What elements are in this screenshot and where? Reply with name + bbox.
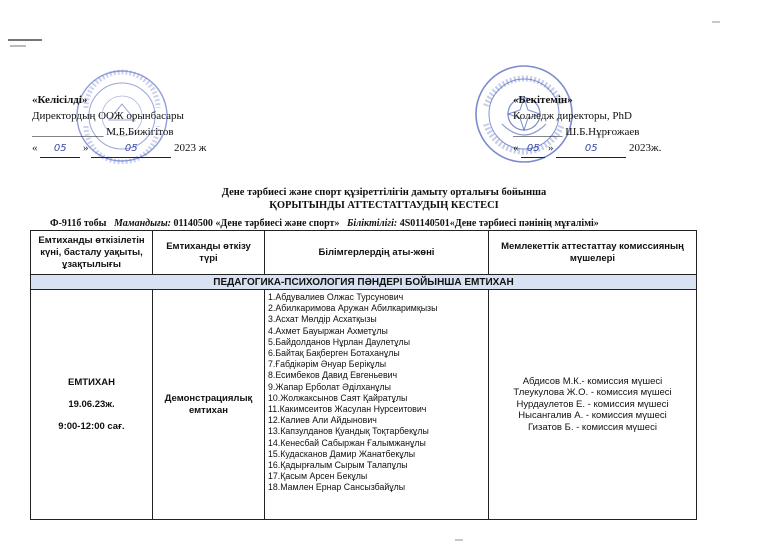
table-row [31, 290, 697, 520]
heading-line-1: Дене тәрбиесі және спорт құзіреттілігін дамыту орталығы бойынша [221, 187, 547, 198]
specialty-value: 01140500 «Дене тәрбиесі және спорт» [173, 218, 340, 229]
list-item: 5.Байдолданов Нұрлан Даулетұлы [268, 336, 411, 347]
students-cell [265, 290, 489, 520]
confirmed-date: « 05 » 05 2023ж. [513, 140, 661, 158]
list-item: 7.Ғабдікәрім Әнуар Берікұлы [268, 359, 387, 370]
heading-line-2: ҚОРЫТЫНДЫ АТТЕСТАТТАУДЫҢ КЕСТЕСІ [269, 200, 499, 211]
exam-type-cell: Демонстрациялық емтихан [153, 290, 265, 520]
qualification-value: 4S01140501«Дене тәрбиесі пәнінің мұғалімі» [399, 218, 599, 229]
confirmed-title: «Бекітемін» [513, 94, 573, 106]
exam-time: 9:00-12:00 сағ. [58, 420, 125, 432]
approved-signature-line: _____________ М.Б.Бижігітов [32, 126, 174, 138]
commission-member: Тлеукулова Ж.О. - комиссия мүшесі [513, 387, 672, 399]
list-item: 2.Абилкаримова Аружан Абилкаримқызы [268, 303, 438, 314]
approval-block-right [513, 92, 661, 158]
list-item: 9.Жапар Ерболат Әділханұлы [268, 381, 391, 392]
list-item: 6.Байтақ Бақберген Ботаханұлы [268, 348, 400, 359]
approved-month: 05 [91, 141, 171, 158]
group-info-line [50, 218, 599, 229]
list-item: 18.Мамлен Ернар Сансызбайұлы [268, 482, 406, 493]
header-students: Білімгерлердің аты-жөні [265, 231, 489, 275]
commission-member: Нысангалив А. - комиссия мүшесі [518, 410, 667, 422]
list-item: 15.Кудасканов Дамир Жанатбекұлы [268, 448, 416, 459]
list-item: 4.Ахмет Бауыржан Ахметұлы [268, 325, 388, 336]
commission-member: Гизатов Б. - комиссия мүшесі [528, 421, 657, 433]
list-item: 12.Калиев Али Айдынович [268, 415, 377, 426]
section-row [31, 275, 697, 290]
approved-position: Директордың ООЖ орынбасары [32, 110, 184, 122]
approved-date: « 05 » 05 2023 ж [32, 140, 206, 158]
schedule-table [30, 230, 697, 520]
confirmed-month: 05 [556, 141, 626, 158]
list-item: 17.Қасым Арсен Бекұлы [268, 471, 368, 482]
document-heading [0, 186, 768, 212]
list-item: 1.Абдувалиев Олжас Турсунович [268, 292, 404, 302]
header-exam-type: Емтиханды өткізу түрі [153, 231, 265, 275]
group-name: Ф-911б тобы [50, 218, 107, 229]
approved-year: 2023 ж [174, 142, 207, 154]
approval-block-left [32, 92, 206, 158]
exam-date: 19.06.23ж. [68, 398, 115, 410]
approved-title: «Келісілді» [32, 94, 88, 106]
specialty-label: Мамандығы: [113, 218, 171, 229]
approved-day: 05 [40, 141, 80, 158]
header-commission: Мемлекеттік аттестаттау комиссияның мүшелері [489, 231, 697, 275]
header-exam-date: Емтиханды өткізілетін күні, басталу уақыты, ұзақтылығы [31, 231, 153, 275]
confirmed-year: 2023ж. [629, 142, 662, 154]
exam-title: ЕМТИХАН [68, 376, 115, 388]
commission-member: Абдисов М.К.- комиссия мүшесі [522, 375, 663, 387]
table-header-row [31, 231, 697, 275]
section-title: ПЕДАГОГИКА-ПСИХОЛОГИЯ ПӘНДЕРІ БОЙЫНША ЕМТИХАН [31, 275, 697, 290]
list-item: 3.Асхат Мөлдір Асхатқызы [268, 314, 377, 325]
list-item: 10.Жолжаксынов Саят Қайратұлы [268, 392, 408, 403]
commission-member: Нурдаулетов Е. - комиссия мүшесі [516, 398, 669, 410]
list-item: 13.Капзулданов Қуандық Тоқтарбекұлы [268, 426, 429, 437]
list-item: 14.Кенесбай Сабыржан Ғалымжанұлы [268, 437, 426, 448]
list-item: 8.Есимбеков Давид Евгеньевич [268, 370, 398, 381]
confirmed-position: Колледж директоры, PhD [513, 110, 632, 122]
exam-datetime-cell [31, 290, 153, 520]
confirmed-signature-line: _________ Ш.Б.Нұрғожаев [513, 126, 640, 138]
commission-cell [489, 290, 697, 520]
list-item: 16.Қадырғалым Сырым Талапұлы [268, 460, 408, 471]
qualification-label: Біліктілігі: [346, 218, 398, 229]
confirmed-day: 05 [521, 141, 545, 158]
list-item: 11.Какимсеитов Жасулан Нурсеитович [268, 404, 427, 415]
